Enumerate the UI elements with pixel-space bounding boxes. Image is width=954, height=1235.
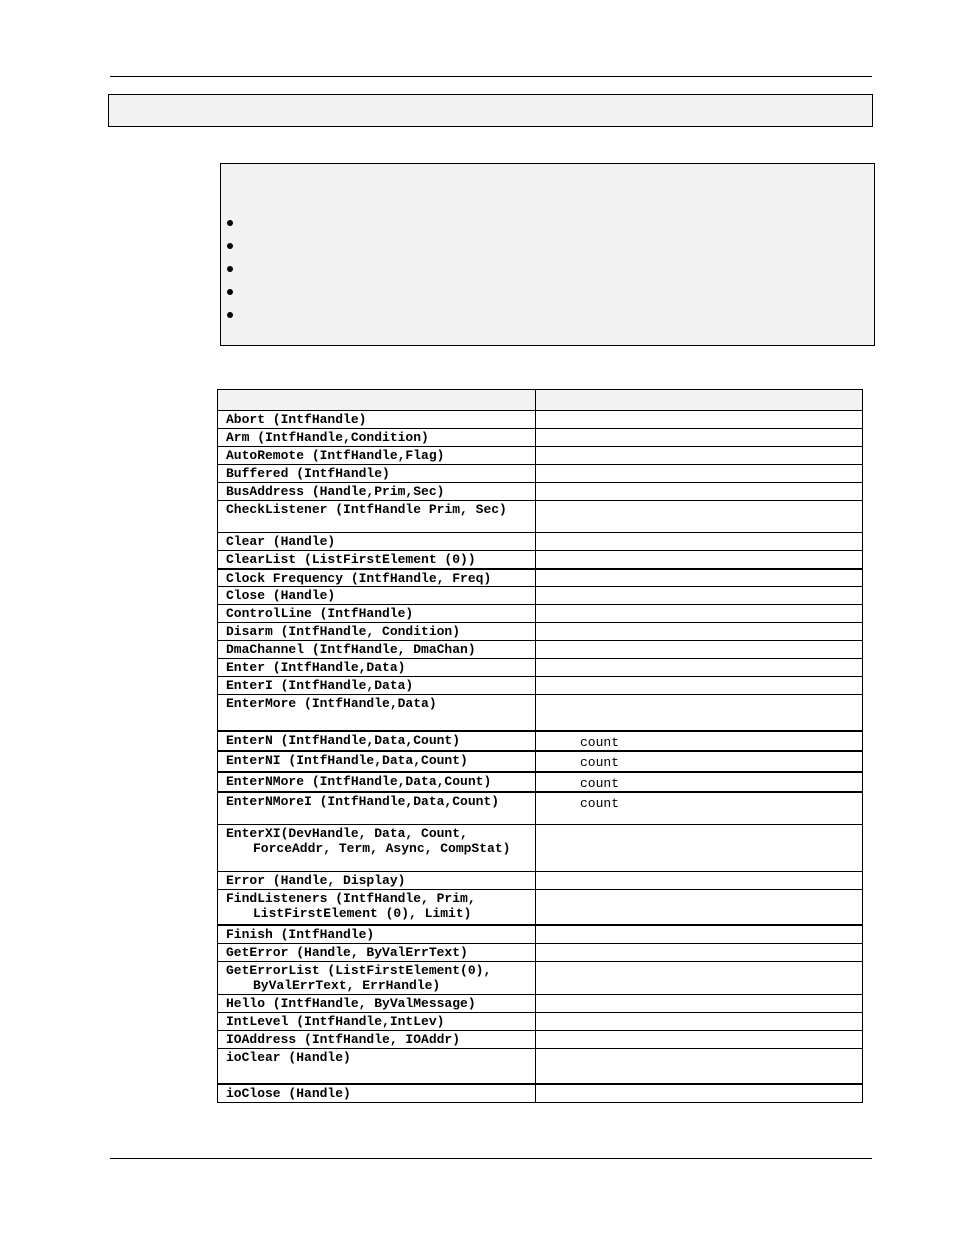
table-row xyxy=(218,411,863,429)
bullet-icon xyxy=(227,312,233,318)
command-cell xyxy=(218,1030,536,1048)
command-text: Clear (Handle) xyxy=(226,534,336,549)
command-text: IntLevel (IntfHandle,IntLev) xyxy=(226,1013,445,1029)
table-row xyxy=(218,695,863,731)
command-cell xyxy=(218,533,536,551)
command-text: ioClose (Handle) xyxy=(226,1086,351,1101)
command-text: BusAddress (Handle,Prim,Sec) xyxy=(226,484,445,499)
command-text: Clock Frequency (IntfHandle, Freq) xyxy=(226,570,492,586)
command-text: Hello (IntfHandle, ByValMessage) xyxy=(226,995,476,1011)
description-cell xyxy=(536,429,863,447)
command-text: GetErrorList (ListFirstElement(0), ByValErrText, ErrHandle) xyxy=(226,962,500,993)
command-cell xyxy=(218,871,536,889)
description-text: count xyxy=(580,796,620,811)
command-cell xyxy=(218,465,536,483)
command-text: DmaChannel (IntfHandle, DmaChan) xyxy=(226,642,476,657)
command-cell xyxy=(218,925,536,943)
command-cell xyxy=(218,501,536,533)
command-cell xyxy=(218,943,536,961)
command-text: ClearList (ListFirstElement (0)) xyxy=(226,552,476,567)
table-row xyxy=(218,731,863,752)
table-row xyxy=(218,605,863,623)
header-rule xyxy=(110,76,872,77)
description-cell xyxy=(536,1084,863,1102)
description-cell xyxy=(536,871,863,889)
bullet-icon xyxy=(227,220,233,226)
description-cell xyxy=(536,533,863,551)
table-row xyxy=(218,871,863,889)
command-text: IOAddress (IntfHandle, IOAddr) xyxy=(226,1031,461,1047)
command-cell xyxy=(218,605,536,623)
description-cell xyxy=(536,1030,863,1048)
table-row xyxy=(218,677,863,695)
table-row xyxy=(218,533,863,551)
command-cell xyxy=(218,569,536,587)
description-cell xyxy=(536,961,863,994)
command-text: Arm (IntfHandle,Condition) xyxy=(226,430,429,445)
description-cell xyxy=(536,772,863,793)
description-cell xyxy=(536,889,863,925)
command-text: EnterMore (IntfHandle,Data) xyxy=(226,696,437,711)
description-cell xyxy=(536,1012,863,1030)
table-row xyxy=(218,1084,863,1102)
table-row xyxy=(218,465,863,483)
table-row xyxy=(218,1048,863,1084)
description-text: count xyxy=(580,734,620,750)
description-cell xyxy=(536,994,863,1012)
description-cell xyxy=(536,551,863,569)
command-cell xyxy=(218,623,536,641)
table-row xyxy=(218,587,863,605)
command-cell xyxy=(218,1084,536,1102)
command-text: Finish (IntfHandle) xyxy=(226,927,375,942)
description-cell xyxy=(536,925,863,943)
command-cell xyxy=(218,792,536,824)
command-text: EnterNMoreI (IntfHandle,Data,Count) xyxy=(226,794,500,809)
section-title-box xyxy=(108,94,873,127)
command-cell xyxy=(218,641,536,659)
description-cell xyxy=(536,943,863,961)
description-cell xyxy=(536,751,863,772)
description-cell xyxy=(536,587,863,605)
command-cell xyxy=(218,659,536,677)
column-header-description xyxy=(536,390,863,411)
command-cell xyxy=(218,551,536,569)
table-row xyxy=(218,569,863,587)
command-cell xyxy=(218,695,536,731)
table-row xyxy=(218,994,863,1012)
description-cell xyxy=(536,659,863,677)
description-cell xyxy=(536,677,863,695)
command-cell xyxy=(218,483,536,501)
table-row xyxy=(218,501,863,533)
command-cell xyxy=(218,1048,536,1084)
command-text: Error (Handle, Display) xyxy=(226,872,406,888)
command-cell xyxy=(218,429,536,447)
description-cell xyxy=(536,483,863,501)
command-cell xyxy=(218,772,536,793)
table-row xyxy=(218,824,863,871)
command-text: EnterNI (IntfHandle,Data,Count) xyxy=(226,753,468,768)
command-text: EnterN (IntfHandle,Data,Count) xyxy=(226,732,461,748)
table-row xyxy=(218,772,863,793)
description-cell xyxy=(536,501,863,533)
command-cell xyxy=(218,587,536,605)
command-cell xyxy=(218,1012,536,1030)
bullet-icon xyxy=(227,289,233,295)
command-text: AutoRemote (IntfHandle,Flag) xyxy=(226,448,445,463)
command-text: ControlLine (IntfHandle) xyxy=(226,606,414,621)
command-cell xyxy=(218,961,536,994)
table-row xyxy=(218,623,863,641)
command-cell xyxy=(218,751,536,772)
table-row xyxy=(218,659,863,677)
command-cell xyxy=(218,447,536,465)
table-row xyxy=(218,961,863,994)
description-cell xyxy=(536,731,863,752)
command-cell xyxy=(218,994,536,1012)
description-text: count xyxy=(580,755,620,770)
description-cell xyxy=(536,569,863,587)
table-row xyxy=(218,429,863,447)
footer-rule xyxy=(110,1158,872,1159)
description-cell xyxy=(536,605,863,623)
command-text: Buffered (IntfHandle) xyxy=(226,466,390,481)
table-row xyxy=(218,641,863,659)
command-text: Disarm (IntfHandle, Condition) xyxy=(226,624,461,639)
command-text: ioClear (Handle) xyxy=(226,1049,351,1065)
description-cell xyxy=(536,641,863,659)
bullet-icon xyxy=(227,243,233,249)
table-header-row xyxy=(218,390,863,411)
command-text: GetError (Handle, ByValErrText) xyxy=(226,944,468,960)
description-cell xyxy=(536,465,863,483)
description-cell xyxy=(536,824,863,871)
command-text: EnterI (IntfHandle,Data) xyxy=(226,678,414,693)
table-row xyxy=(218,447,863,465)
table-row xyxy=(218,943,863,961)
command-text: Enter (IntfHandle,Data) xyxy=(226,660,406,675)
command-text: CheckListener (IntfHandle Prim, Sec) xyxy=(226,502,507,517)
table-row xyxy=(218,889,863,925)
table-row xyxy=(218,925,863,943)
table-row xyxy=(218,551,863,569)
command-text: FindListeners (IntfHandle, Prim, ListFirstElement (0), Limit) xyxy=(226,890,484,921)
description-cell xyxy=(536,411,863,429)
note-box xyxy=(220,163,875,346)
command-text: Abort (IntfHandle) xyxy=(226,412,367,427)
command-cell xyxy=(218,824,536,871)
bullet-icon xyxy=(227,266,233,272)
description-cell xyxy=(536,447,863,465)
command-cell xyxy=(218,889,536,925)
command-cell xyxy=(218,677,536,695)
table-row xyxy=(218,1012,863,1030)
description-text: count xyxy=(580,775,620,791)
table-row xyxy=(218,751,863,772)
table-row xyxy=(218,1030,863,1048)
command-text: Close (Handle) xyxy=(226,588,336,603)
command-text: EnterXI(DevHandle, Data, Count, ForceAddr, Term, Async, CompStat) xyxy=(226,825,511,856)
command-text: EnterNMore (IntfHandle,Data,Count) xyxy=(226,773,492,789)
column-header-command xyxy=(218,390,536,411)
description-cell xyxy=(536,695,863,731)
command-cell xyxy=(218,411,536,429)
description-cell xyxy=(536,792,863,824)
command-table xyxy=(217,389,863,1103)
description-cell xyxy=(536,623,863,641)
table-row xyxy=(218,483,863,501)
table-row xyxy=(218,792,863,824)
description-cell xyxy=(536,1048,863,1084)
command-cell xyxy=(218,731,536,752)
